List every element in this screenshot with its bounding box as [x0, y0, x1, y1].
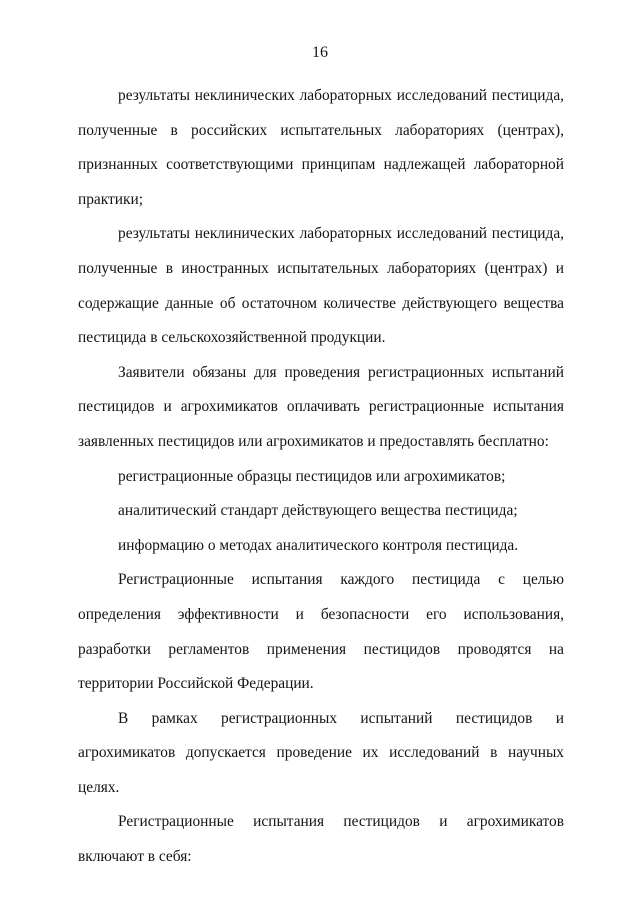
list-item-registration-samples: регистрационные образцы пестицидов или агрохимикатов; — [118, 467, 506, 485]
page-number: 16 — [312, 44, 328, 61]
paragraph-applicants-obligations: Заявители обязаны для проведения регистрационных испытаний пестицидов и агрохимикатов оплачивать регистрационные испытания заявленных пестицидов или агрохимикатов и предоставлять бесплатно: — [78, 363, 564, 450]
document-body — [78, 79, 564, 875]
paragraph-results-russian-labs: результаты неклинических лабораторных исследований пестицида, полученные в российских испытательных лабораториях (центрах), признанных соответствующими принципам надлежащей лабораторной практики; — [78, 87, 564, 208]
paragraph-results-foreign-labs: результаты неклинических лабораторных исследований пестицида, полученные в иностранных испытательных лабораториях (центрах) и содержащие данные об остаточном количестве действующего вещества пестицида в сельскохозяйственной продукции. — [78, 225, 564, 347]
paragraph-testing-territory: Регистрационные испытания каждого пестицида с целью определения эффективности и безопасности его использования, разработки регламентов применения пестицидов проводятся на территории Российской Федерации. — [78, 571, 564, 693]
list-item-analytical-standard: аналитический стандарт действующего вещества пестицида; — [118, 502, 518, 520]
paragraph-scientific-research: В рамках регистрационных испытаний пестицидов и агрохимикатов допускается проведение их исследований в научных целях. — [78, 709, 564, 796]
list-item-analytical-methods: информацию о методах аналитического контроля пестицида. — [118, 536, 519, 554]
paragraph-testing-includes: Регистрационные испытания пестицидов и агрохимикатов включают в себя: — [78, 813, 564, 866]
